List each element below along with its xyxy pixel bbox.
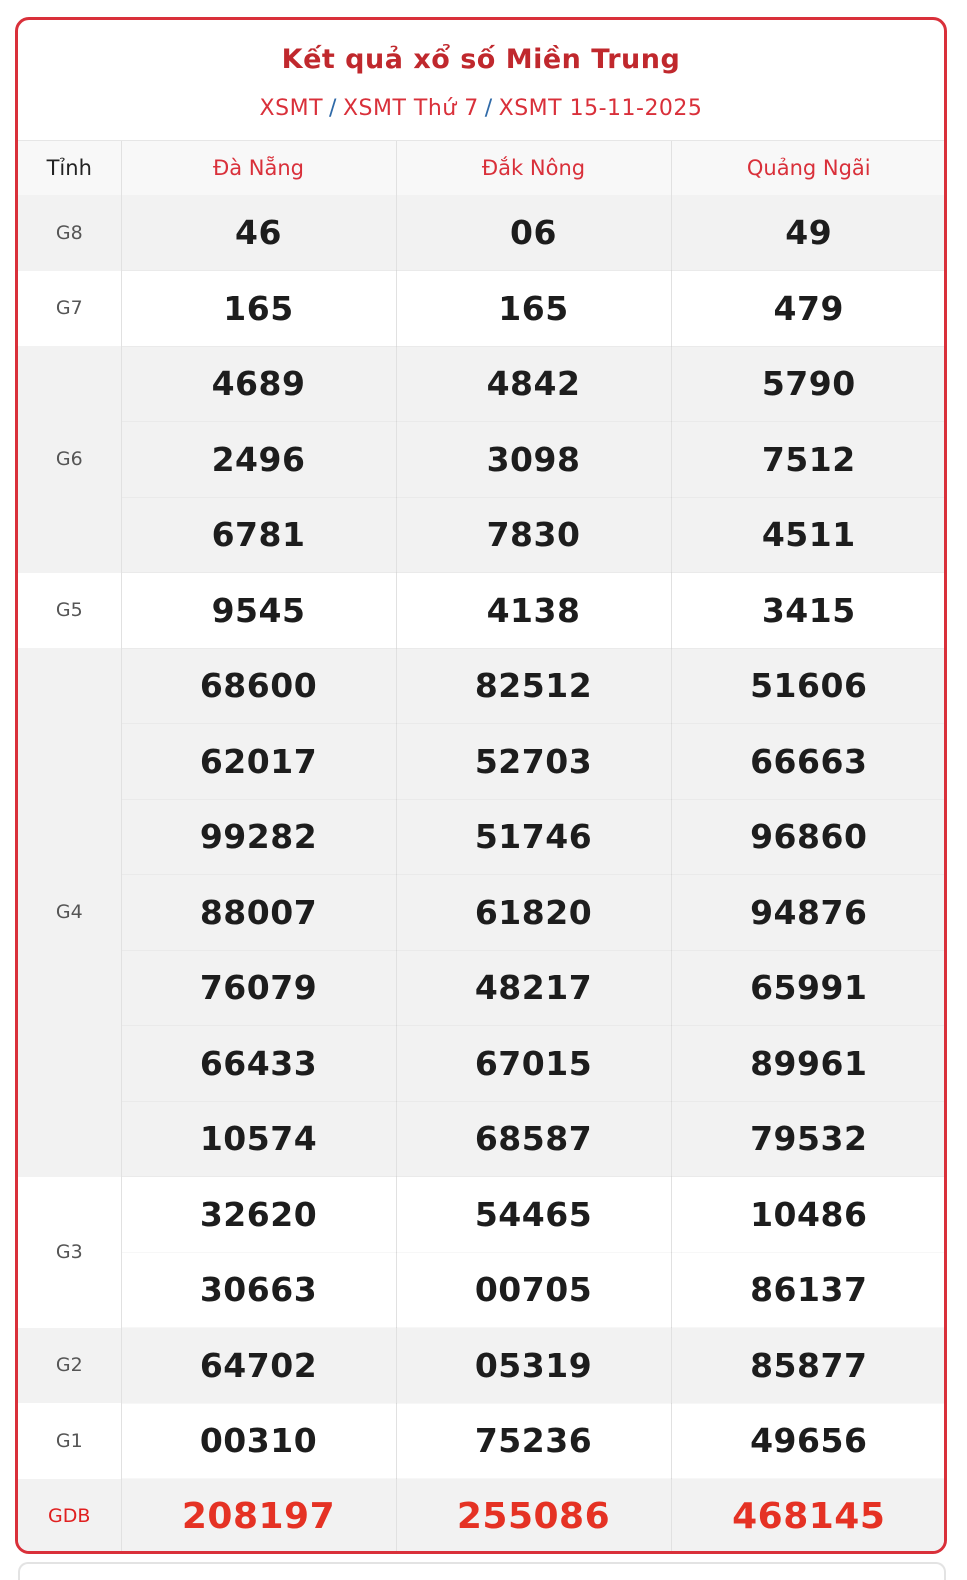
prize-number: 68600 <box>121 648 396 724</box>
prize-label-gdb: GDB <box>18 1479 121 1555</box>
prize-number: 85877 <box>671 1328 946 1404</box>
prize-number: 7512 <box>671 422 946 498</box>
table-row <box>18 648 946 724</box>
breadcrumb <box>18 95 944 123</box>
prize-label-g4: G4 <box>18 648 121 1177</box>
prize-number: 255086 <box>396 1479 671 1555</box>
prize-label-g7: G7 <box>18 271 121 347</box>
next-card-edge <box>18 1562 946 1580</box>
prize-number: 6781 <box>121 497 396 573</box>
prize-number: 96860 <box>671 799 946 875</box>
prize-number: 52703 <box>396 724 671 800</box>
prize-number: 51746 <box>396 799 671 875</box>
column-header-province: Tỉnh <box>18 141 121 195</box>
prize-number: 06 <box>396 195 671 271</box>
breadcrumb-separator: / <box>484 96 493 121</box>
prize-number: 2496 <box>121 422 396 498</box>
prize-number: 4138 <box>396 573 671 649</box>
prize-number: 00310 <box>121 1403 396 1479</box>
prize-number: 62017 <box>121 724 396 800</box>
prize-number: 86137 <box>671 1252 946 1328</box>
prize-number: 68587 <box>396 1101 671 1177</box>
prize-number: 4842 <box>396 346 671 422</box>
table-row <box>18 1479 946 1555</box>
results-header <box>18 20 944 141</box>
table-row <box>18 346 946 422</box>
prize-number: 10486 <box>671 1177 946 1253</box>
prize-number: 67015 <box>396 1026 671 1102</box>
prize-number: 49 <box>671 195 946 271</box>
prize-label-g1: G1 <box>18 1403 121 1479</box>
table-row <box>18 950 946 1026</box>
prize-number: 165 <box>396 271 671 347</box>
prize-number: 61820 <box>396 875 671 951</box>
breadcrumb-link-xsmt[interactable]: XSMT <box>259 96 324 121</box>
table-row <box>18 1177 946 1253</box>
prize-number: 79532 <box>671 1101 946 1177</box>
prize-number: 88007 <box>121 875 396 951</box>
table-row <box>18 1101 946 1177</box>
prize-number: 64702 <box>121 1328 396 1404</box>
column-header-da-nang[interactable]: Đà Nẵng <box>121 141 396 195</box>
column-header-dak-nong[interactable]: Đắk Nông <box>396 141 671 195</box>
prize-label-g8: G8 <box>18 195 121 271</box>
prize-number: 5790 <box>671 346 946 422</box>
prize-label-g2: G2 <box>18 1328 121 1404</box>
prize-number: 32620 <box>121 1177 396 1253</box>
results-card <box>15 17 947 1554</box>
prize-number: 66433 <box>121 1026 396 1102</box>
table-row <box>18 195 946 271</box>
table-row <box>18 271 946 347</box>
table-row <box>18 497 946 573</box>
results-table <box>18 141 946 1554</box>
prize-number: 66663 <box>671 724 946 800</box>
breadcrumb-separator: / <box>329 96 337 121</box>
breadcrumb-current-date[interactable]: XSMT 15-11-2025 <box>498 96 703 121</box>
prize-number: 165 <box>121 271 396 347</box>
table-row <box>18 799 946 875</box>
prize-number: 89961 <box>671 1026 946 1102</box>
column-header-quang-ngai[interactable]: Quảng Ngãi <box>671 141 946 195</box>
prize-number: 51606 <box>671 648 946 724</box>
prize-number: 94876 <box>671 875 946 951</box>
table-header-row <box>18 141 946 195</box>
prize-number: 4511 <box>671 497 946 573</box>
prize-number: 10574 <box>121 1101 396 1177</box>
page-title: Kết quả xổ số Miền Trung <box>281 44 681 75</box>
prize-number: 46 <box>121 195 396 271</box>
prize-number: 76079 <box>121 950 396 1026</box>
prize-label-g5: G5 <box>18 573 121 649</box>
prize-number: 99282 <box>121 799 396 875</box>
prize-number: 54465 <box>396 1177 671 1253</box>
table-row <box>18 724 946 800</box>
prize-number: 75236 <box>396 1403 671 1479</box>
prize-number: 3415 <box>671 573 946 649</box>
prize-label-g6: G6 <box>18 346 121 573</box>
table-row <box>18 573 946 649</box>
prize-number: 208197 <box>121 1479 396 1555</box>
prize-number: 7830 <box>396 497 671 573</box>
prize-number: 479 <box>671 271 946 347</box>
prize-number: 48217 <box>396 950 671 1026</box>
results-body <box>18 195 946 1554</box>
prize-number: 468145 <box>671 1479 946 1555</box>
prize-number: 49656 <box>671 1403 946 1479</box>
prize-number: 3098 <box>396 422 671 498</box>
prize-number: 65991 <box>671 950 946 1026</box>
table-row <box>18 1252 946 1328</box>
prize-number: 00705 <box>396 1252 671 1328</box>
table-row <box>18 422 946 498</box>
prize-number: 4689 <box>121 346 396 422</box>
breadcrumb-link-xsmt-thu-7[interactable]: XSMT Thứ 7 <box>342 96 479 121</box>
prize-label-g3: G3 <box>18 1177 121 1328</box>
table-row <box>18 1403 946 1479</box>
table-row <box>18 1328 946 1404</box>
table-row <box>18 875 946 951</box>
prize-number: 82512 <box>396 648 671 724</box>
prize-number: 30663 <box>121 1252 396 1328</box>
prize-number: 05319 <box>396 1328 671 1404</box>
table-row <box>18 1026 946 1102</box>
prize-number: 9545 <box>121 573 396 649</box>
